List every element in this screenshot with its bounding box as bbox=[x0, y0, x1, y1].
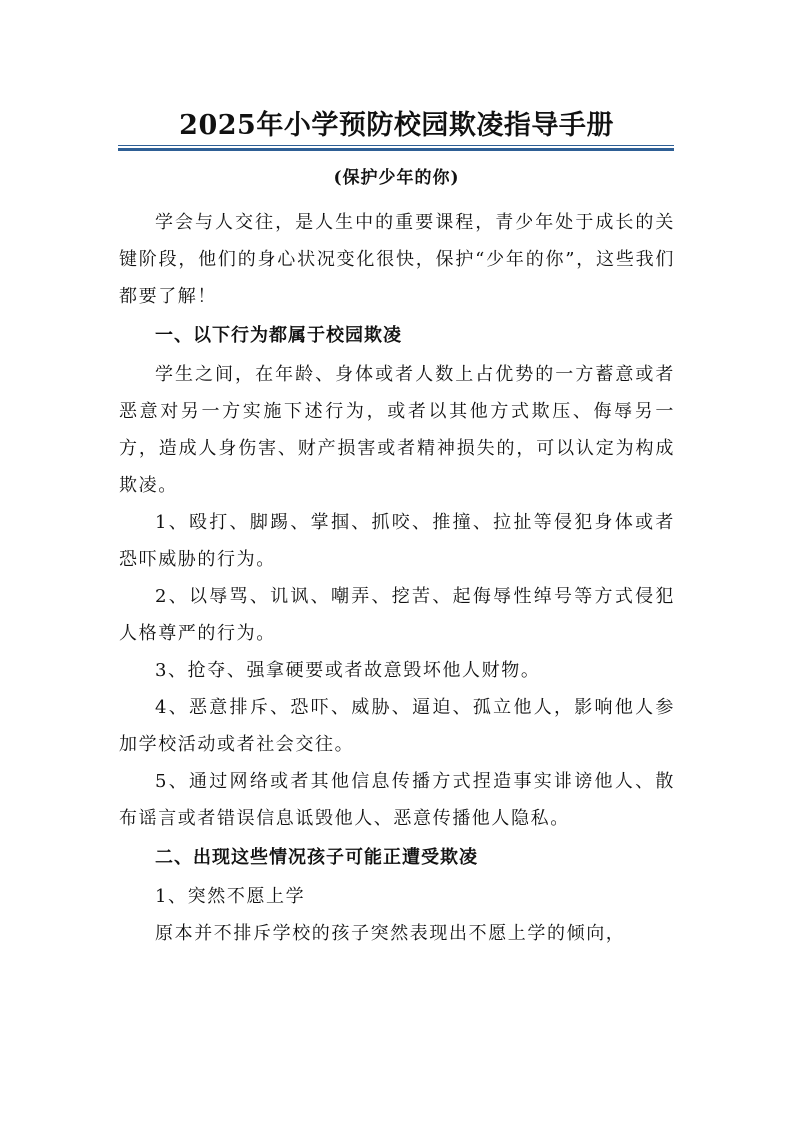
title-underline-thick bbox=[118, 148, 674, 151]
document-body bbox=[119, 204, 675, 952]
list-item-5: 5、通过网络或者其他信息传播方式捏造事实诽谤他人、散布谣言或者错误信息诋毁他人、恶意传播他人隐私。 bbox=[119, 771, 675, 829]
definition-paragraph: 学生之间，在年龄、身体或者人数上占优势的一方蓄意或者恶意对另一方实施下述行为，或者以其他方式欺压、侮辱另一方，造成人身伤害、财产损害或者精神损失的，可以认定为构成欺凌。 bbox=[119, 364, 675, 496]
intro-paragraph: 学会与人交往，是人生中的重要课程，青少年处于成长的关键阶段，他们的身心状况变化很快，保护“少年的你”，这些我们都要了解！ bbox=[119, 212, 675, 307]
document-subtitle: (保护少年的你) bbox=[333, 168, 460, 188]
list-item-2: 2、以辱骂、讥讽、嘲弄、挖苦、起侮辱性绰号等方式侵犯人格尊严的行为。 bbox=[119, 586, 675, 644]
list-item-3: 3、抢夺、强拿硬要或者故意毁坏他人财物。 bbox=[155, 660, 541, 681]
section-heading-2: 二、出现这些情况孩子可能正遭受欺凌 bbox=[155, 847, 478, 868]
section-heading-1: 一、以下行为都属于校园欺凌 bbox=[155, 325, 402, 346]
sign-item-1-paragraph: 原本并不排斥学校的孩子突然表现出不愿上学的倾向， bbox=[155, 923, 626, 944]
document-title: 2025年小学预防校园欺凌指导手册 bbox=[179, 110, 614, 141]
title-underline-thin bbox=[118, 145, 674, 146]
list-item-1: 1、殴打、脚踢、掌掴、抓咬、推撞、拉扯等侵犯身体或者恐吓威胁的行为。 bbox=[119, 512, 675, 570]
sign-item-1: 1、突然不愿上学 bbox=[155, 886, 306, 907]
list-item-4: 4、恶意排斥、恐吓、威胁、逼迫、孤立他人，影响他人参加学校活动或者社会交往。 bbox=[119, 697, 675, 755]
